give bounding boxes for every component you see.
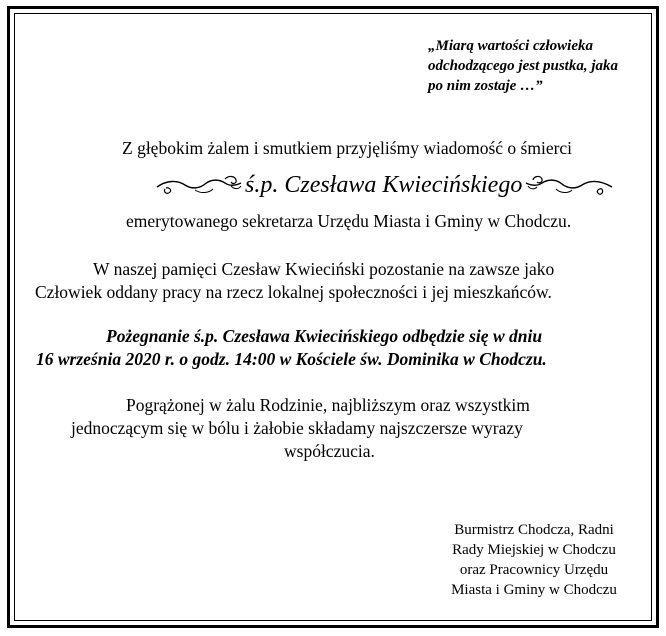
funeral-info-line-2: 16 września 2020 r. o godz. 14:00 w Kościele św. Dominika w Chodczu. — [36, 349, 547, 369]
quote-line-3: po nim zostaje …” — [428, 78, 543, 94]
funeral-info-line-1: Pożegnanie ś.p. Czesława Kwiecińskiego odbędzie się w dniu — [106, 326, 543, 346]
signature-line-1: Burmistrz Chodcza, Radni — [454, 522, 614, 538]
quote-line-2: odchodzącego jest pustka, jaka — [428, 58, 618, 74]
condolences-line-2: jednoczącym się w bólu i żałobie składamy najszczersze wyrazy — [71, 418, 523, 438]
signature-line-4: Miasta i Gminy w Chodczu — [451, 582, 617, 598]
signature-block — [428, 520, 640, 600]
deceased-name: ś.p. Czesława Kwiecińskiego — [245, 171, 523, 198]
signature-line-3: oraz Pracownicy Urzędu — [459, 562, 609, 578]
deceased-name-row — [155, 170, 614, 200]
signature-line-2: Rady Miejskiej w Chodczu — [452, 542, 616, 558]
deceased-role: emerytowanego sekretarza Urzędu Miasta i Gminy w Chodczu. — [126, 211, 572, 231]
epigraph-quote — [428, 36, 653, 96]
memory-line-1: W naszej pamięci Czesław Kwieciński pozostanie na zawsze jako — [93, 259, 555, 279]
condolences-line-3: współczucia. — [284, 441, 375, 461]
announcement-intro: Z głębokim żalem i smutkiem przyjęliśmy wiadomość o śmierci — [122, 138, 573, 158]
quote-line-1: „Miarą wartości człowieka — [428, 38, 594, 54]
memory-line-2: Człowiek oddany pracy na rzecz lokalnej społeczności i jej mieszkańców. — [35, 282, 552, 302]
flourish-right-icon — [524, 172, 614, 198]
condolences-line-1: Pogrążonej w żalu Rodzinie, najbliższym oraz wszystkim — [126, 395, 530, 415]
flourish-left-icon — [155, 172, 243, 198]
